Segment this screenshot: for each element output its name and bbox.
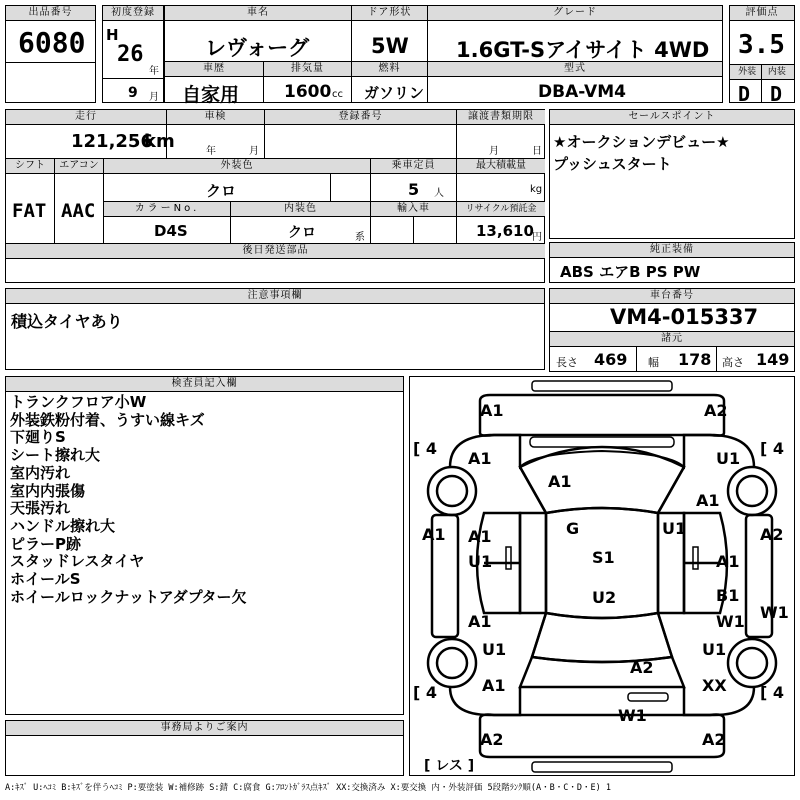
first-registration-cell xyxy=(102,5,164,103)
damage-mark: A2 xyxy=(630,658,654,677)
door-type: 5W xyxy=(371,34,409,58)
notes-text: 積込タイヤあり xyxy=(11,312,123,331)
height: 149 xyxy=(756,350,790,369)
remark-line: スタッドレスタイヤ xyxy=(10,552,145,571)
damage-mark: A2 xyxy=(760,525,784,544)
tire-front-right: [ 4 xyxy=(760,439,785,458)
lot-number: 6080 xyxy=(18,26,86,59)
office-box xyxy=(5,720,404,776)
recycle-unit: 円 xyxy=(532,232,542,243)
remark-line: 天張汚れ xyxy=(10,499,71,518)
car-name-cell xyxy=(164,5,352,62)
car-outline-svg xyxy=(410,377,794,775)
remark-line: ホイールS xyxy=(10,570,81,589)
shift-label: シフト xyxy=(6,159,54,174)
capacity-unit: 人 xyxy=(434,188,444,199)
transfer-day-unit: 日 xyxy=(532,146,542,157)
remark-line: 室内内張傷 xyxy=(10,481,86,500)
remark-line: ハンドル擦れ大 xyxy=(10,516,116,535)
grade-cell xyxy=(427,5,723,62)
history-label: 車歴 xyxy=(165,62,263,77)
color-no: D4S xyxy=(154,222,188,240)
door-label: ドア形状 xyxy=(352,6,427,21)
fuel-cell xyxy=(351,61,428,103)
legend: A:ｷｽﾞ U:ﾍｺﾐ B:ｷｽﾞを伴うﾍｺﾐ P:要塗装 W:補修跡 S:錆 C:腐食 G:ﾌﾛﾝﾄｶﾞﾗｽ点ｷｽﾞ XX:交換済み X:要交換 内・外装評価 5段階ﾗﾝｸ順(A・B・C・D・E) 1 xyxy=(5,783,611,793)
year-unit: 年 xyxy=(149,66,159,77)
damage-mark: U1 xyxy=(482,640,507,659)
damage-mark: XX xyxy=(702,676,727,695)
int-color-unit: 系 xyxy=(355,232,365,243)
displacement-label: 排気量 xyxy=(264,62,351,77)
width: 178 xyxy=(678,350,712,369)
door-cell xyxy=(351,5,428,62)
later-parts-label: 後日発送部品 xyxy=(6,244,545,259)
interior-label: 内装 xyxy=(767,67,786,77)
model-label: 型式 xyxy=(428,62,722,77)
tire-front-left: [ 4 xyxy=(413,439,438,458)
damage-mark: S1 xyxy=(592,548,615,567)
office-label: 事務局よりご案内 xyxy=(6,721,403,736)
damage-mark: W1 xyxy=(760,603,789,622)
remark-line: ホイールロックナットアダプター欠 xyxy=(10,587,247,606)
remark-line: トランクフロア小W xyxy=(10,393,147,411)
lot-number-label: 出品番号 xyxy=(6,6,95,21)
equipment-box xyxy=(549,242,795,283)
damage-mark: A1 xyxy=(480,401,504,420)
displacement-unit: cc xyxy=(332,89,343,100)
damage-mark: A2 xyxy=(702,730,726,749)
equipment-label: 純正装備 xyxy=(550,243,794,258)
first-reg-label: 初度登録 xyxy=(103,6,163,21)
specs-label: 諸元 xyxy=(550,332,794,347)
inspector-box xyxy=(5,376,404,715)
chassis-box xyxy=(549,288,795,372)
sales-point-item: プッシュスタート xyxy=(553,155,672,173)
import-label: 輸入車 xyxy=(371,202,456,217)
era: H xyxy=(106,26,119,44)
damage-mark: U1 xyxy=(702,640,727,659)
shift: FAT xyxy=(12,200,47,222)
damage-mark: U1 xyxy=(716,449,741,468)
reg-month: 9 xyxy=(128,85,138,101)
damage-mark: A1 xyxy=(468,449,492,468)
notes-box xyxy=(5,288,545,370)
remark-line: シート擦れ大 xyxy=(10,446,101,465)
length: 469 xyxy=(594,350,628,369)
chassis-label: 車台番号 xyxy=(550,289,794,304)
damage-mark: A1 xyxy=(696,491,720,510)
score-label: 評価点 xyxy=(730,6,794,21)
reg-number-label: 登録番号 xyxy=(265,110,456,125)
equipment: ABS エアB PS PW xyxy=(560,263,701,281)
model-cell xyxy=(427,61,723,103)
recycle: 13,610 xyxy=(476,222,534,240)
ac-label: エアコン xyxy=(55,159,103,174)
damage-mark: A1 xyxy=(422,525,446,544)
spec-table xyxy=(5,109,545,283)
length-label: 長さ xyxy=(556,356,578,369)
max-load-label: 最大積載量 xyxy=(457,159,545,174)
transfer-month-unit: 月 xyxy=(489,146,499,157)
fuel: ガソリン xyxy=(364,84,425,102)
remark-line: 室内汚れ xyxy=(10,463,71,482)
ext-color: クロ xyxy=(206,182,237,200)
ext-color-label: 外装色 xyxy=(104,159,370,174)
damage-mark: A1 xyxy=(482,676,506,695)
car-name-label: 車名 xyxy=(165,6,351,21)
height-label: 高さ xyxy=(722,356,744,369)
interior-grade: D xyxy=(770,82,783,106)
damage-mark: G xyxy=(566,519,580,538)
int-color-label: 内装色 xyxy=(231,202,370,217)
sales-point-item: ★オークションデビュー★ xyxy=(553,133,730,151)
damage-mark: A2 xyxy=(480,730,504,749)
int-color: クロ xyxy=(288,225,316,241)
max-load-unit: kg xyxy=(530,184,543,195)
remark-line: 外装鉄粉付着、うすい線キズ xyxy=(10,410,205,429)
notes-label: 注意事項欄 xyxy=(6,289,544,304)
inspection-month-unit: 月 xyxy=(249,146,259,157)
damage-mark: U2 xyxy=(592,588,617,607)
ac: AAC xyxy=(61,200,96,222)
sales-point-box xyxy=(549,109,795,239)
lot-number-cell xyxy=(5,5,96,103)
remark-line: 下廻りS xyxy=(10,428,66,447)
displacement: 1600 xyxy=(284,82,332,102)
car-name: レヴォーグ xyxy=(205,36,310,60)
mileage-unit: km xyxy=(144,131,175,152)
spare-tire: [ レス ] xyxy=(424,758,475,774)
grade: 1.6GT-Sアイサイト 4WD xyxy=(456,38,710,62)
exterior-grade: D xyxy=(738,82,751,106)
sales-point-label: セールスポイント xyxy=(550,110,794,125)
remark-line: ピラーP跡 xyxy=(10,534,81,553)
fuel-label: 燃料 xyxy=(352,62,427,77)
damage-mark: A1 xyxy=(468,612,492,631)
color-no-label: カラーNo. xyxy=(104,202,230,217)
mileage: 121,256 xyxy=(71,131,153,152)
chassis-number: VM4-015337 xyxy=(610,305,759,329)
damage-mark: A1 xyxy=(716,552,740,571)
recycle-label: リサイクル預託金 xyxy=(457,202,545,217)
tire-rear-left: [ 4 xyxy=(413,683,438,702)
damage-mark: W1 xyxy=(618,706,647,725)
inspection-label: 車検 xyxy=(167,110,264,125)
damage-mark: A2 xyxy=(704,401,728,420)
damage-mark: A1 xyxy=(548,472,572,491)
model: DBA-VM4 xyxy=(538,82,626,102)
history-cell xyxy=(164,61,264,106)
displacement-cell xyxy=(263,61,352,103)
tire-rear-right: [ 4 xyxy=(760,683,785,702)
score: 3.5 xyxy=(738,30,785,60)
transfer-label: 譲渡書類期限 xyxy=(457,110,545,125)
exterior-label: 外装 xyxy=(738,67,757,77)
month-unit: 月 xyxy=(149,92,159,103)
damage-mark: U1 xyxy=(468,552,493,571)
inspector-label: 検査員記入欄 xyxy=(6,377,403,392)
score-cell xyxy=(729,5,795,106)
mileage-label: 走行 xyxy=(6,110,166,125)
width-label: 幅 xyxy=(648,356,659,369)
grade-label: グレード xyxy=(428,6,722,21)
history: 自家用 xyxy=(182,84,240,106)
inspection-year-unit: 年 xyxy=(206,146,216,157)
reg-year: 26 xyxy=(117,42,144,67)
damage-mark: A1 xyxy=(468,527,492,546)
capacity-label: 乗車定員 xyxy=(371,159,456,174)
damage-mark: B1 xyxy=(716,586,740,605)
damage-mark: W1 xyxy=(716,612,745,631)
capacity: 5 xyxy=(408,180,420,199)
damage-mark: U1 xyxy=(662,519,687,538)
inspector-lines xyxy=(10,394,247,606)
car-diagram xyxy=(409,376,795,776)
